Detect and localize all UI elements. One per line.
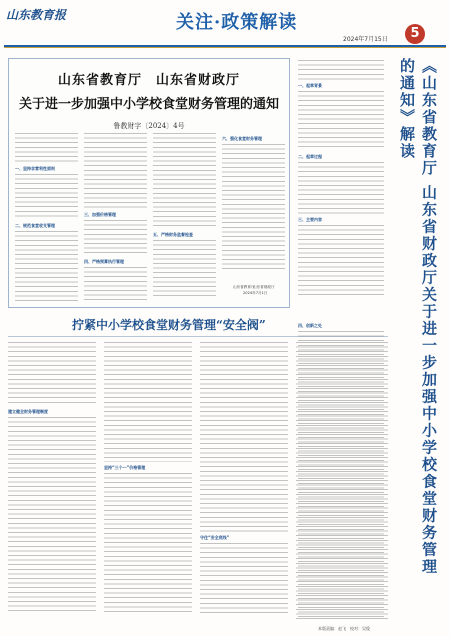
notice-title-line1: 山东省教育厅 山东省财政厅 [57,73,240,88]
interpretation-vertical-title: 《山东省教育厅 山东省财政厅关于进一步加强中小学校食堂财务管理的通知》解读 [398,58,438,576]
notice-doc-number: 鲁教财字〔2024〕4号 [113,122,185,130]
text-block [15,231,78,301]
article2-heading: 守住“安全底线” [200,535,230,540]
text-block [84,267,147,301]
header-gold-line [4,47,446,48]
interpretation-heading: 二、起草过程 [298,154,322,159]
text-block [15,133,78,163]
notice-article [8,58,290,308]
text-block [15,174,78,220]
text-block [84,220,147,256]
page-footer: 本版责编：赵飞 校对：吴俊 [318,626,370,631]
notice-column-1 [15,133,78,303]
notice-column-4 [222,133,285,303]
page-number-badge: 5 [405,24,425,44]
text-block [153,133,216,229]
article2-heading: 坚持“三个一”价格管理 [104,465,146,470]
section-title: 关注·政策解读 [176,12,298,33]
text-block [104,473,192,613]
text-block [200,543,288,613]
text-block [104,342,192,462]
interpretation-text [298,60,384,310]
notice-section-heading: 四、严格预算执行管理 [84,259,124,264]
article2-column-3 [200,342,288,626]
article2-column-2 [104,342,192,626]
text-block [298,225,384,295]
text-block [298,162,384,214]
interpretation-heading: 一、起草背景 [298,83,322,88]
notice-section-heading: 五、严格财务监督检查 [153,232,193,237]
text-block [298,331,384,621]
article2-column-1 [8,342,96,626]
text-block [200,342,288,532]
signature-edu: 山东省教育厅 [233,285,255,289]
notice-title-line2: 关于进一步加强中小学校食堂财务管理的通知 [19,97,280,112]
interpretation-text-continued [298,320,384,620]
notice-column-2 [84,133,147,303]
text-block [298,60,384,80]
issue-date: 2024年7月15日 [343,36,388,43]
interpretation-heading: 三、主要内容 [298,217,322,222]
text-block [153,240,216,298]
notice-column-3 [153,133,216,303]
text-block [8,417,96,613]
notice-section-heading: 一、坚持非营利性原则 [15,166,55,171]
text-block [8,342,96,406]
notice-body [15,133,285,303]
page-header [0,0,450,46]
text-block [298,91,384,151]
signature-fin: 山东省财政厅 [253,285,275,289]
text-block [84,133,147,209]
interpretation-heading: 四、创新之处 [298,323,322,328]
article2-title: 拧紧中小学校食堂财务管理“安全阀” [72,318,266,332]
masthead-brand: 山东教育报 [6,8,67,22]
notice-section-heading: 六、强化食堂财务管理 [222,136,262,141]
signature-date: 2024年7月1日 [243,291,268,295]
text-block [222,144,285,272]
article2-heading: 建立健全财务管理制度 [8,409,48,414]
notice-section-heading: 二、规范食堂收支管理 [15,223,55,228]
notice-section-heading: 三、加强价格管理 [84,212,116,217]
